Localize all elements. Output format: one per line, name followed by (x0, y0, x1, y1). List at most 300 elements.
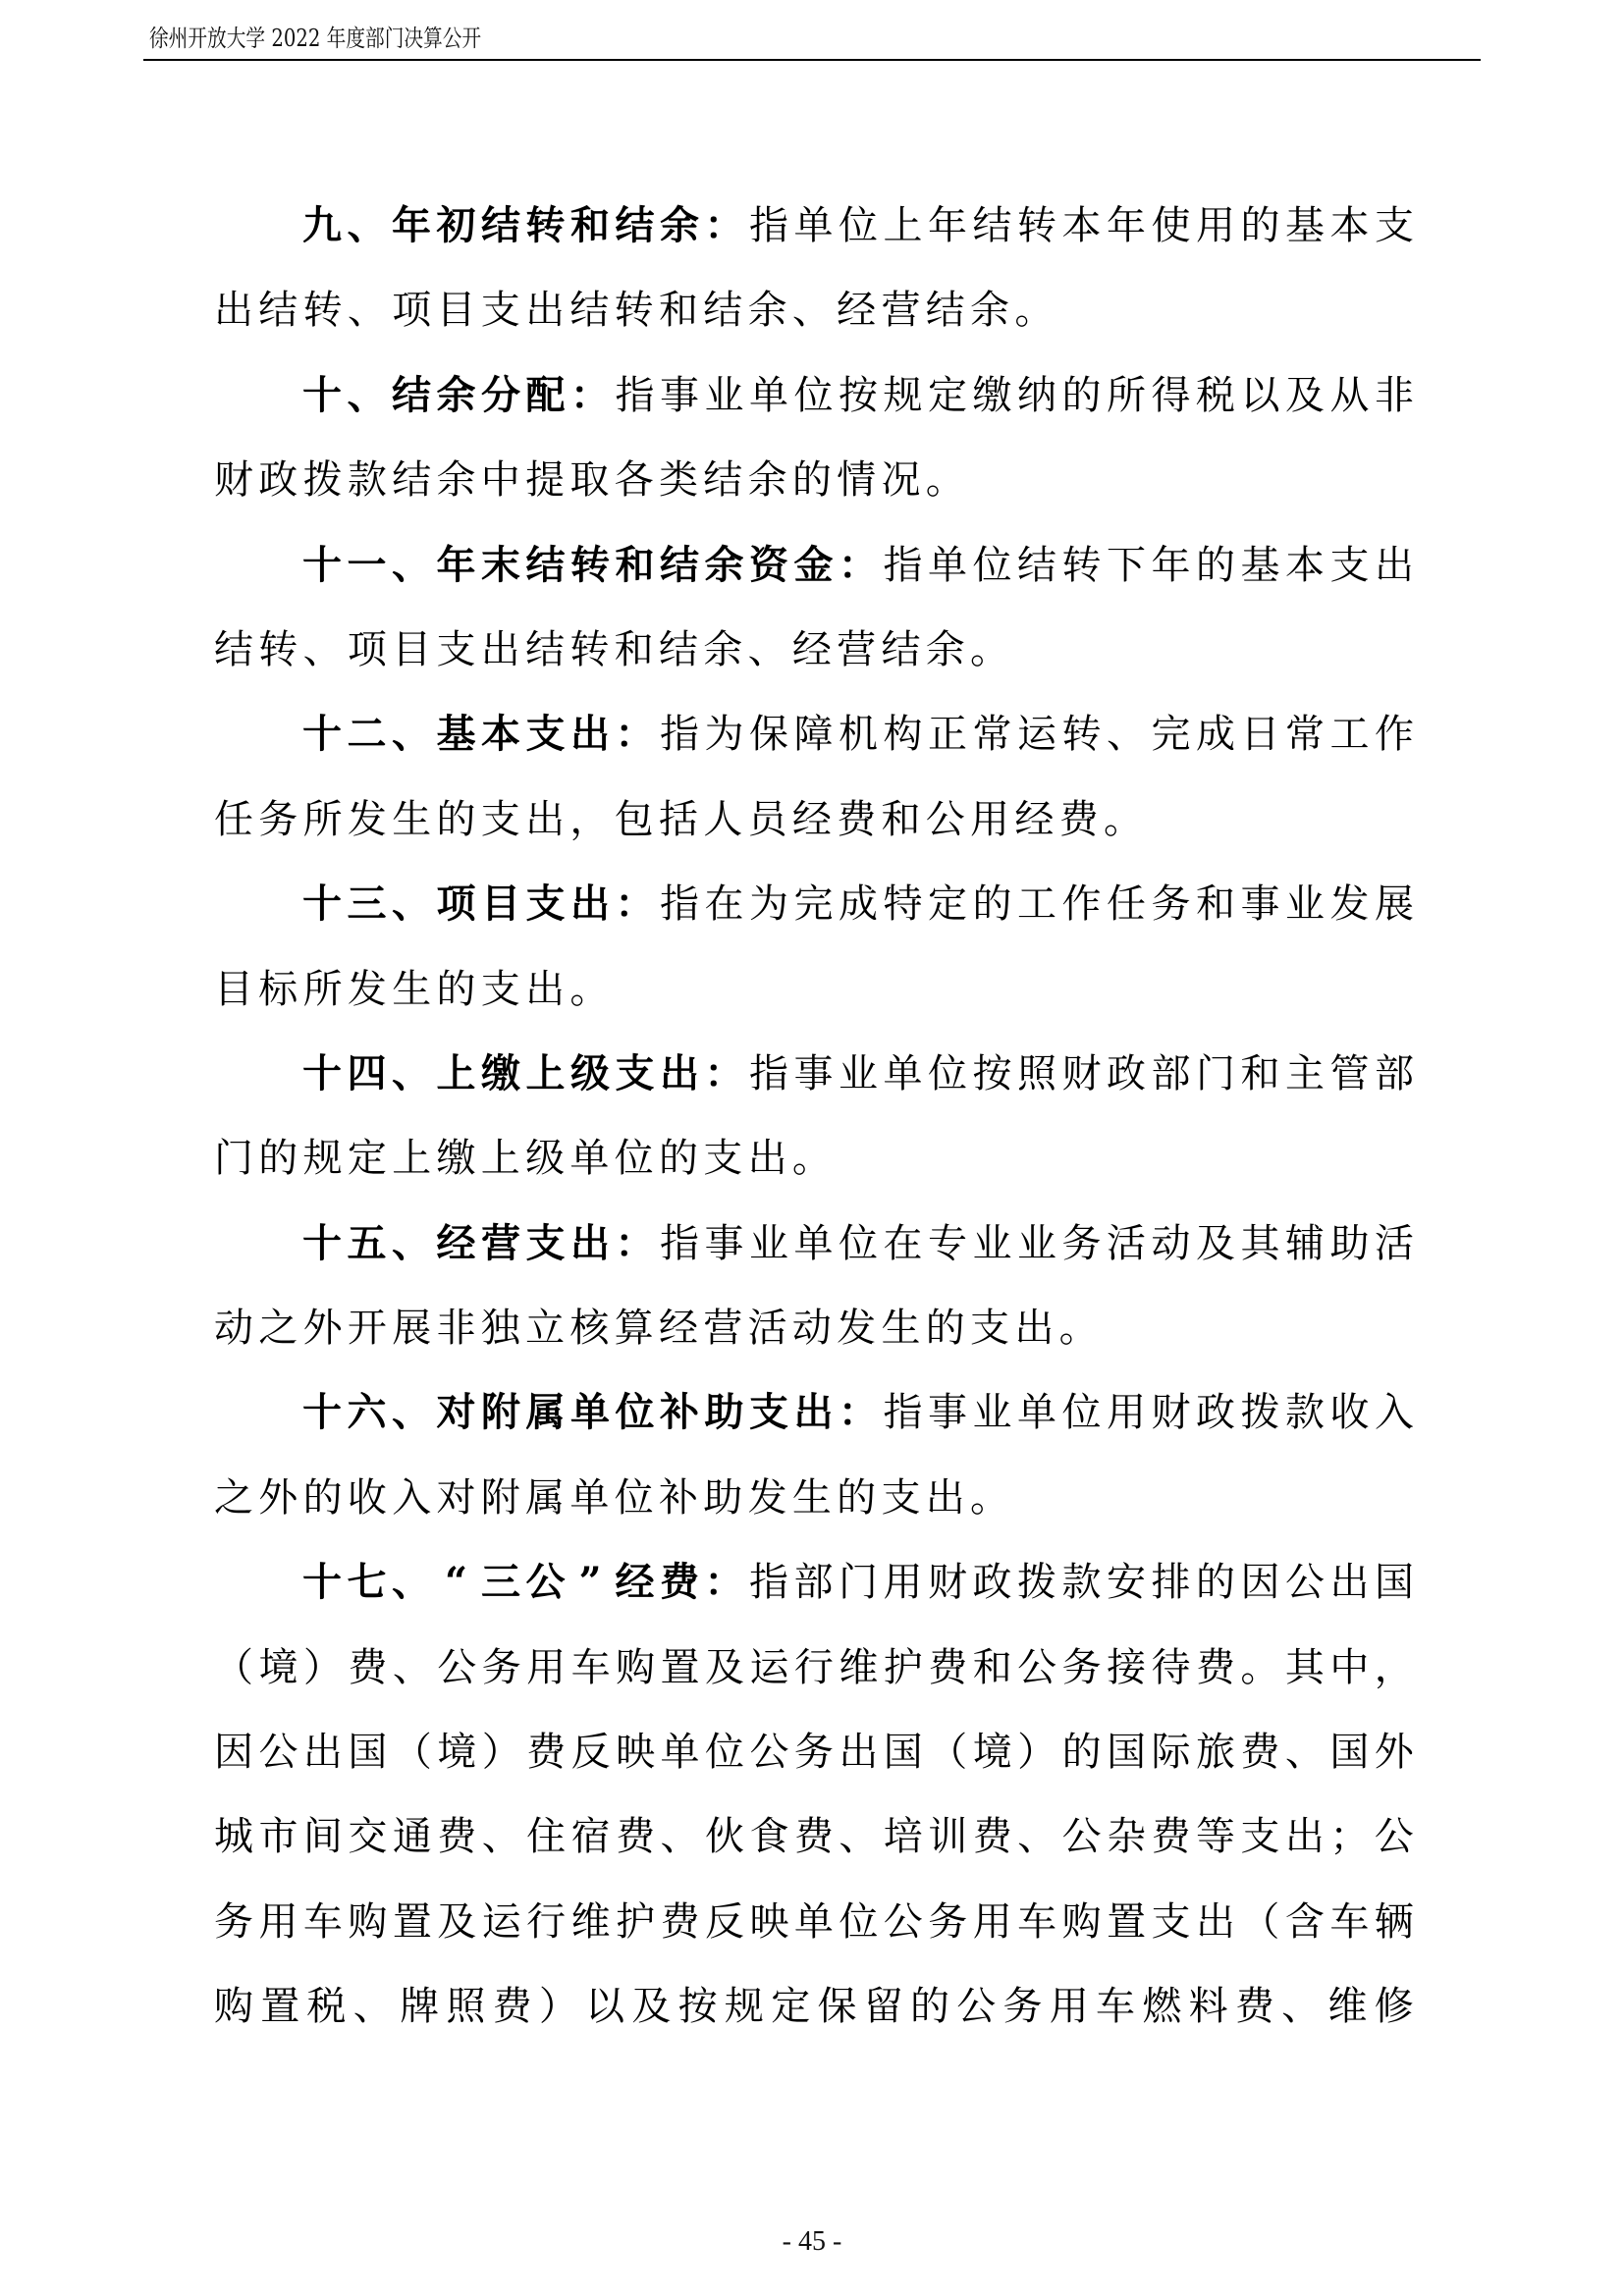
definition-paragraph (214, 705, 1414, 875)
term-char: 十 (302, 371, 342, 418)
text-char: 正 (928, 712, 967, 758)
definition-paragraph (214, 1044, 1414, 1214)
page-header (143, 0, 1481, 61)
term-char: 十 (302, 1049, 342, 1096)
text-char: 费 (348, 1644, 388, 1690)
text-char: 上 (392, 1136, 432, 1182)
term-char: ： (839, 541, 878, 588)
text-char: 费 (492, 1984, 532, 2030)
term-char: 四 (347, 1049, 387, 1096)
text-char: 出 (525, 288, 566, 334)
text-char: 、 (302, 626, 343, 672)
term-char: 三 (347, 881, 387, 928)
term-char: 和 (570, 202, 610, 248)
text-char: 独 (480, 1306, 520, 1352)
text-char: 税 (306, 1984, 347, 2030)
text-char: 生 (791, 1474, 832, 1521)
text-char: 括 (658, 796, 698, 842)
term-char: 出 (570, 1219, 610, 1266)
text-char: 位 (793, 372, 834, 418)
text-char: 之 (214, 1474, 253, 1521)
text-char: 规 (883, 372, 923, 418)
text-char: 、 (660, 1814, 700, 1860)
text-char: 和 (1240, 1050, 1280, 1096)
text-char: 的 (1240, 203, 1280, 248)
text-char: 排 (1151, 1560, 1191, 1606)
paragraph-line (214, 1893, 1414, 1977)
text-char: 展 (1375, 881, 1414, 928)
text-char: 的 (909, 1984, 949, 2030)
text-char: ， (1374, 1644, 1414, 1690)
paragraph-first-line (214, 196, 1414, 281)
text-char: 余 (970, 288, 1010, 334)
text-char: 因 (1240, 1560, 1280, 1606)
text-char: 主 (1285, 1050, 1325, 1096)
text-char: 等 (1195, 1814, 1235, 1860)
definition-paragraph (214, 1383, 1414, 1553)
paragraph-line (214, 281, 1414, 365)
text-char: 结 (703, 288, 743, 334)
text-char: 出 (1329, 1560, 1370, 1606)
term-char: 基 (436, 711, 476, 758)
term-char: 项 (436, 881, 476, 928)
term-char: 支 (525, 711, 566, 758)
text-char: 费 (1058, 796, 1099, 842)
text-char: 活 (1107, 1220, 1146, 1266)
text-char: 转 (1017, 203, 1056, 248)
text-char: 的 (972, 881, 1012, 928)
text-char: 结 (881, 626, 921, 672)
paragraph-first-line (214, 366, 1414, 451)
text-char: 费 (972, 1814, 1012, 1860)
term-char: 分 (481, 371, 520, 418)
text-char: 和 (1196, 881, 1235, 928)
text-char: 以 (1240, 372, 1280, 418)
text-char: 单 (793, 1220, 834, 1266)
text-char: 支 (480, 796, 520, 842)
text-char: 费 (1234, 1984, 1274, 2030)
text-char: 公 (925, 796, 965, 842)
term-char: ： (839, 1389, 878, 1436)
text-char: 事 (793, 1050, 834, 1096)
text-char: 、 (392, 1644, 432, 1690)
text-char: 生 (392, 966, 432, 1012)
text-char: 本 (1285, 542, 1325, 588)
text-char: 助 (703, 1474, 743, 1521)
term-char: 本 (481, 711, 520, 758)
text-char: 助 (1329, 1220, 1370, 1266)
text-char: 境 (972, 1730, 1012, 1776)
text-char: 指 (615, 372, 655, 418)
text-char: 、 (1107, 712, 1146, 758)
text-char: 营 (837, 626, 877, 672)
term-char: 转 (570, 541, 610, 588)
text-char: 经 (1014, 796, 1055, 842)
text-char: 。 (1014, 288, 1055, 334)
paragraph-line (214, 1299, 1414, 1383)
text-char: 位 (704, 1730, 744, 1776)
text-char: 拨 (302, 457, 343, 504)
text-char: 费 (1240, 1730, 1280, 1776)
text-char: 人 (703, 796, 743, 842)
text-char: 辅 (1285, 1220, 1325, 1266)
text-char: 单 (569, 1136, 610, 1182)
paragraph-first-line (214, 875, 1414, 959)
text-char: 项 (347, 626, 387, 672)
text-char: 务 (1002, 1984, 1043, 2030)
text-char: 余 (747, 288, 787, 334)
text-char: 务 (928, 1898, 968, 1945)
text-char: 伙 (704, 1814, 744, 1860)
paragraph-first-line (214, 705, 1414, 789)
text-char: 和 (972, 1644, 1012, 1690)
text-char: 部 (793, 1560, 834, 1606)
term-char: 支 (749, 1389, 788, 1436)
text-char: 下 (1107, 542, 1146, 588)
term-char: 十 (302, 1219, 342, 1266)
text-char: 机 (839, 712, 878, 758)
text-char: 活 (747, 1306, 787, 1352)
text-char: 出 (1375, 542, 1414, 588)
text-char: 支 (970, 1306, 1010, 1352)
text-char: 单 (660, 1730, 700, 1776)
text-char: 的 (1196, 542, 1235, 588)
text-char: 况 (881, 457, 921, 504)
term-char: 结 (392, 371, 431, 418)
text-char: 、 (352, 1984, 393, 2030)
text-char: 使 (1151, 203, 1191, 248)
text-char: 护 (883, 1644, 923, 1690)
text-char: 车 (302, 1898, 343, 1945)
text-char: 业 (972, 1390, 1012, 1436)
term-char: 、 (392, 1049, 431, 1096)
text-char: 所 (302, 796, 343, 842)
text-char: 。 (1240, 1644, 1280, 1690)
paragraph-first-line (214, 1214, 1414, 1299)
text-char: 规 (302, 1136, 343, 1182)
text-char: 指 (749, 1560, 788, 1606)
term-char: 经 (436, 1219, 476, 1266)
term-char: 五 (347, 1219, 387, 1266)
text-char: 上 (480, 1136, 520, 1182)
text-char: 留 (863, 1984, 903, 2030)
text-char: 的 (925, 1306, 965, 1352)
text-char: 公 (1374, 1814, 1414, 1860)
text-char: 级 (525, 1136, 566, 1182)
text-char: 单 (883, 1050, 923, 1096)
text-char: 完 (793, 881, 834, 928)
term-char: 资 (749, 541, 788, 588)
term-char: 营 (481, 1219, 520, 1266)
text-char: 的 (1196, 1560, 1235, 1606)
text-char: 财 (1061, 1050, 1102, 1096)
text-char: 作 (1061, 881, 1102, 928)
text-char: 国 (348, 1730, 388, 1776)
paragraph-first-line (214, 1383, 1414, 1468)
text-char: 核 (569, 1306, 610, 1352)
text-char: 务 (214, 1898, 253, 1945)
text-char: 补 (658, 1474, 698, 1521)
term-char: 、 (392, 711, 431, 758)
text-char: 照 (446, 1984, 486, 2030)
text-char: 业 (749, 1220, 788, 1266)
term-char: 、 (392, 1389, 431, 1436)
text-char: 置 (392, 1898, 432, 1945)
text-char: 运 (1017, 712, 1056, 758)
text-char: ； (1329, 1814, 1370, 1860)
paragraph-line (214, 620, 1414, 705)
text-char: 位 (614, 1136, 654, 1182)
text-char: 业 (839, 1050, 878, 1096)
term-char: 结 (660, 541, 699, 588)
text-char: 收 (1329, 1390, 1370, 1436)
text-char: 目 (214, 966, 253, 1012)
term-char: 对 (436, 1389, 476, 1436)
text-char: 款 (1285, 1390, 1325, 1436)
term-char: 上 (525, 1049, 566, 1096)
text-char: 发 (347, 966, 387, 1012)
term-char: 十 (302, 1389, 342, 1436)
text-char: 用 (258, 1898, 298, 1945)
text-char: 公 (1061, 1814, 1102, 1860)
text-char: 以 (585, 1984, 625, 2030)
text-char: 非 (1375, 372, 1414, 418)
text-char: 所 (302, 966, 343, 1012)
text-char: 务 (1061, 1220, 1102, 1266)
text-char: 结 (258, 288, 298, 334)
text-char: 公 (258, 1730, 298, 1776)
term-char: 金 (793, 541, 834, 588)
text-char: 目 (436, 288, 476, 334)
term-char: ” (578, 1559, 602, 1606)
text-char: 本 (1061, 203, 1102, 248)
text-char: 出 (839, 1730, 879, 1776)
text-char: 公 (956, 1984, 997, 2030)
text-char: 支 (1375, 203, 1414, 248)
term-char: 余 (660, 202, 699, 248)
text-char: 单 (793, 203, 834, 248)
text-char: 经 (837, 288, 877, 334)
text-char: （ (392, 1730, 432, 1776)
term-char: 结 (615, 202, 655, 248)
text-char: 财 (214, 457, 253, 504)
text-char: 国 (1107, 1730, 1147, 1776)
text-char: 。 (925, 457, 965, 504)
text-char: 包 (614, 796, 654, 842)
text-char: 住 (526, 1814, 567, 1860)
text-char: 费 (616, 1814, 656, 1860)
text-char: 所 (1107, 372, 1146, 418)
text-char: 构 (883, 712, 923, 758)
text-char: 项 (392, 288, 432, 334)
text-char: 反 (704, 1898, 744, 1945)
text-char: 费 (928, 1644, 968, 1690)
text-char: 转 (569, 626, 610, 672)
text-char: 指 (883, 1390, 923, 1436)
text-char: 结 (214, 626, 253, 672)
text-char: 基 (1240, 542, 1280, 588)
text-char: 和 (658, 288, 698, 334)
text-char: 类 (658, 457, 698, 504)
text-char: 修 (1374, 1984, 1414, 2030)
term-char: 缴 (481, 1049, 520, 1096)
text-char: 拨 (1240, 1390, 1280, 1436)
text-char: 上 (883, 203, 923, 248)
text-char: 食 (749, 1814, 789, 1860)
text-char: 结 (569, 288, 610, 334)
term-char: 、 (392, 1559, 431, 1606)
text-char: 置 (660, 1644, 700, 1690)
text-char: 训 (928, 1814, 968, 1860)
text-char: 门 (1196, 1050, 1235, 1096)
text-char: 。 (791, 1136, 832, 1182)
text-char: 款 (1061, 1560, 1102, 1606)
definition-paragraph (214, 536, 1414, 706)
text-char: 各 (614, 457, 654, 504)
text-char: 指 (749, 1050, 788, 1096)
term-char: 和 (615, 541, 655, 588)
term-char: 余 (704, 541, 744, 588)
text-char: 位 (1061, 1390, 1102, 1436)
term-char: 六 (347, 1389, 387, 1436)
text-char: ） (1017, 1730, 1057, 1776)
text-char: 余 (703, 626, 743, 672)
text-char: 单 (1017, 1390, 1056, 1436)
text-char: 安 (1107, 1560, 1146, 1606)
text-char: 及 (704, 1644, 744, 1690)
text-char: 燃 (1142, 1984, 1182, 2030)
text-char: 出 (1014, 1306, 1055, 1352)
text-char: 按 (677, 1984, 718, 2030)
text-char: 运 (481, 1898, 521, 1945)
text-char: 国 (1329, 1730, 1370, 1776)
text-char: 属 (525, 1474, 566, 1521)
text-char: 单 (569, 1474, 610, 1521)
text-char: 国 (1375, 1560, 1414, 1606)
text-char: 成 (1196, 712, 1235, 758)
text-char: 转 (614, 288, 654, 334)
text-char: 因 (214, 1730, 253, 1776)
term-char: 十 (302, 541, 342, 588)
text-char: 护 (616, 1898, 656, 1945)
text-char: 单 (793, 1898, 834, 1945)
text-char: 境 (437, 1730, 477, 1776)
text-char: 的 (837, 1474, 877, 1521)
text-char: 公 (1017, 1644, 1057, 1690)
text-char: 旅 (1195, 1730, 1235, 1776)
text-char: 出 (925, 1474, 965, 1521)
text-char: 得 (1151, 372, 1191, 418)
term-char: ： (704, 202, 744, 248)
text-char: 动 (791, 1306, 832, 1352)
text-char: 之 (258, 1306, 298, 1352)
text-char: 经 (791, 626, 832, 672)
text-char: 用 (526, 1644, 567, 1690)
text-char: 按 (839, 372, 878, 418)
text-char: 结 (525, 626, 566, 672)
text-char: 工 (1017, 881, 1056, 928)
term-char: 结 (525, 541, 566, 588)
text-char: 门 (839, 1560, 878, 1606)
term-char: 、 (392, 541, 431, 588)
term-char: 余 (436, 371, 476, 418)
text-char: 规 (724, 1984, 764, 2030)
text-char: 置 (260, 1984, 300, 2030)
text-char: 定 (928, 881, 967, 928)
text-char: 的 (658, 1136, 698, 1182)
term-char: 年 (392, 202, 431, 248)
text-char: ） (302, 1644, 343, 1690)
text-char: 为 (749, 881, 788, 928)
text-char: 费 (793, 1814, 834, 1860)
term-char: 出 (570, 881, 610, 928)
term-char: ： (704, 1049, 744, 1096)
text-char: 保 (749, 712, 788, 758)
text-char: 收 (347, 1474, 387, 1521)
text-char: 算 (614, 1306, 654, 1352)
text-char: 从 (1329, 372, 1370, 418)
text-char: 行 (526, 1898, 567, 1945)
text-char: 动 (1151, 1220, 1191, 1266)
text-char: 出 (1195, 1898, 1235, 1945)
definition-paragraph (214, 1214, 1414, 1384)
text-char: 、 (1017, 1814, 1057, 1860)
text-char: 出 (1284, 1814, 1325, 1860)
text-char: 成 (839, 881, 878, 928)
text-char: 照 (1017, 1050, 1056, 1096)
term-char: ： (570, 371, 610, 418)
term-char: 附 (481, 1389, 520, 1436)
text-char: 结 (925, 288, 965, 334)
text-char: 事 (1240, 881, 1280, 928)
text-char: 出 (302, 1730, 343, 1776)
text-char: 入 (392, 1474, 432, 1521)
term-char: ： (615, 711, 655, 758)
text-char: 车 (1017, 1898, 1057, 1945)
text-char: 指 (660, 881, 699, 928)
text-char: 任 (1107, 881, 1146, 928)
definition-paragraph (214, 875, 1414, 1044)
text-char: 置 (1107, 1898, 1147, 1945)
text-char: 接 (1107, 1644, 1147, 1690)
text-char: 基 (1285, 203, 1325, 248)
text-char: （ (214, 1644, 253, 1690)
header-title: 徐州开放大学 2022 年度部门决算公开 (149, 25, 482, 52)
text-char: 日 (1240, 712, 1280, 758)
text-char: 务 (1061, 1644, 1102, 1690)
text-char: 支 (881, 1474, 921, 1521)
text-char: 定 (928, 372, 967, 418)
text-char: 结 (658, 626, 698, 672)
text-char: 杂 (1107, 1814, 1147, 1860)
text-char: 公 (883, 1898, 923, 1945)
text-char: 公 (749, 1730, 789, 1776)
text-char: 务 (481, 1644, 521, 1690)
text-char: 其 (1284, 1644, 1325, 1690)
text-char: 位 (839, 1220, 878, 1266)
text-char: 的 (791, 457, 832, 504)
text-char: 转 (258, 626, 298, 672)
text-char: 中 (1329, 1644, 1370, 1690)
text-char: 非 (436, 1306, 476, 1352)
paragraph-line (214, 1638, 1414, 1723)
term-char: 九 (302, 202, 342, 248)
text-char: 支 (703, 1136, 743, 1182)
text-char: 出 (747, 1136, 787, 1182)
paragraph-first-line (214, 1044, 1414, 1129)
text-char: 提 (525, 457, 566, 504)
text-char: 宿 (570, 1814, 611, 1860)
